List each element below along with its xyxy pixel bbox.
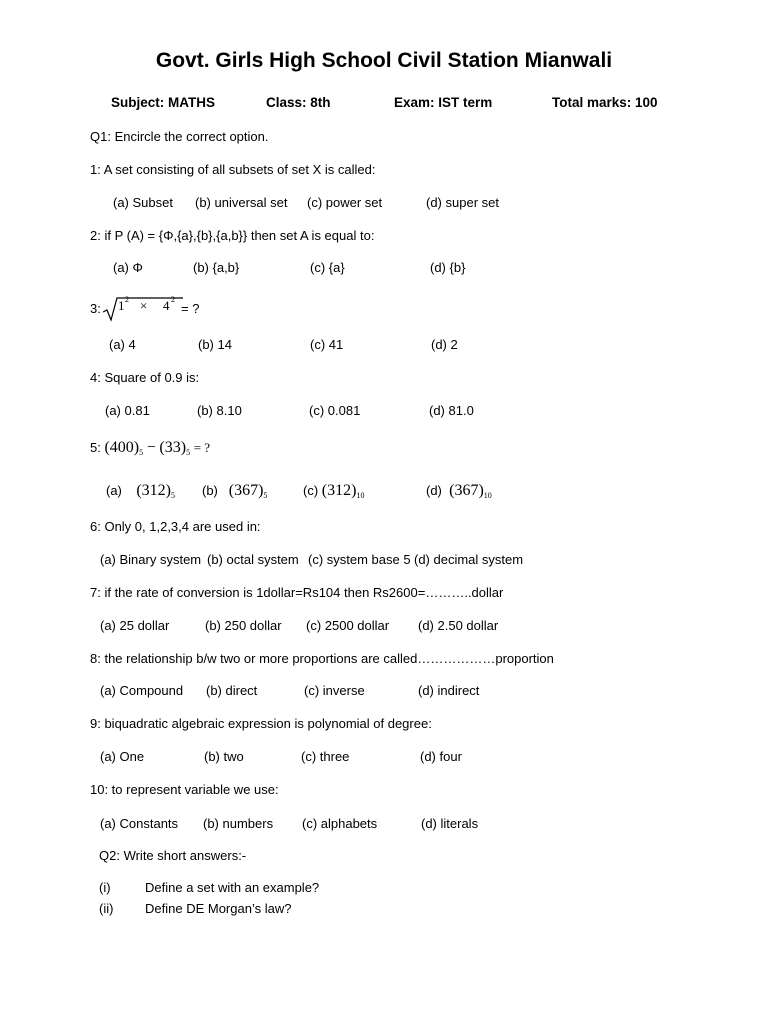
school-title: Govt. Girls High School Civil Station Mianwali [155, 49, 613, 72]
q9-option-d: (d) four [420, 749, 462, 764]
q5-minus: − [146, 439, 156, 456]
question-8: 8: the relationship b/w two or more proportions are called………………proportion [90, 651, 554, 666]
q10-option-a: (a) Constants [100, 816, 179, 831]
q3-times: × [140, 298, 148, 313]
question-4: 4: Square of 0.9 is: [90, 370, 200, 385]
question-2: 2: if P (A) = {Φ,{a},{b},{a,b}} then set A is equal to: [90, 228, 375, 243]
q5-option-d-number: (367) [449, 482, 484, 499]
q2-option-b: (b) {a,b} [193, 260, 240, 275]
q10-option-d: (d) literals [421, 816, 479, 831]
q5-option-c-base: 10 [356, 491, 365, 500]
q9-option-b: (b) two [204, 749, 244, 764]
q5-term-2-base: 5 [186, 448, 191, 457]
q7-option-d: (d) 2.50 dollar [418, 618, 499, 633]
q4-option-b: (b) 8.10 [197, 403, 242, 418]
question-9: 9: biquadratic algebraic expression is polynomial of degree: [90, 716, 432, 731]
q4-option-d: (d) 81.0 [429, 403, 474, 418]
q5-option-a [106, 482, 175, 500]
q5-option-b-label: (b) [202, 483, 218, 498]
q5-term-2 [159, 439, 190, 456]
q5-option-c-label: (c) [303, 483, 319, 498]
q1-option-a: (a) Subset [113, 195, 173, 210]
q5-option-a-label: (a) [106, 483, 122, 498]
q10-option-b: (b) numbers [203, 816, 274, 831]
q9-option-c: (c) three [301, 749, 350, 764]
q10-option-c: (c) alphabets [302, 816, 378, 831]
q3-option-b: (b) 14 [198, 337, 232, 352]
q5-option-a-number: (312) [136, 482, 171, 499]
question-5 [90, 439, 210, 457]
q3-option-c: (c) 41 [310, 337, 344, 352]
q5-option-b-base: 5 [263, 491, 268, 500]
q8-option-b: (b) direct [206, 683, 258, 698]
q5-suffix: = ? [193, 440, 211, 455]
q5-option-a-value [136, 482, 175, 499]
q5-option-c-value [322, 482, 365, 499]
q3-option-a: (a) 4 [109, 337, 136, 352]
q8-option-a: (a) Compound [100, 683, 184, 698]
exam-label: Exam: IST term [394, 95, 493, 110]
question-7: 7: if the rate of conversion is 1dollar=Rs104 then Rs2600=………..dollar [90, 585, 504, 600]
question-3-number: 3: [90, 301, 101, 316]
q7-option-b: (b) 250 dollar [205, 618, 282, 633]
q5-option-d-label: (d) [426, 483, 442, 498]
q5-option-d-value [449, 482, 492, 499]
q5-option-b-value [229, 482, 268, 499]
q5-term-1-base: 5 [139, 448, 144, 457]
q5-term-2-value: (33) [159, 439, 187, 456]
q9-option-a: (a) One [100, 749, 145, 764]
q5-option-b-number: (367) [228, 482, 264, 499]
q3-base-1: 1 [118, 298, 125, 313]
q2-item-i-text: Define a set with an example? [145, 880, 320, 895]
q4-option-a: (a) 0.81 [105, 403, 150, 418]
q5-term-1-value: (400) [104, 439, 140, 456]
q5-option-c-number: (312) [321, 482, 357, 499]
q8-option-c: (c) inverse [304, 683, 365, 698]
q7-option-a: (a) 25 dollar [100, 618, 170, 633]
q3-option-d: (d) 2 [431, 337, 458, 352]
q5-option-a-base: 5 [171, 491, 175, 500]
q1-option-b: (b) universal set [195, 195, 288, 210]
q5-number: 5: [90, 440, 101, 455]
class-label: Class: 8th [266, 95, 331, 110]
q2-option-a: (a) Φ [113, 260, 143, 275]
subject-label: Subject: MATHS [111, 95, 215, 110]
q3-exponent-2: 2 [171, 295, 175, 304]
question-1: 1: A set consisting of all subsets of set X is called: [90, 162, 376, 177]
q1-option-c: (c) power set [307, 195, 383, 210]
q2-option-d: (d) {b} [430, 260, 466, 275]
q3-exponent-1: 2 [125, 295, 129, 304]
q2-heading: Q2: Write short answers:- [99, 848, 247, 863]
q6-option-b: (b) octal system [207, 552, 299, 567]
q3-suffix: = ? [181, 301, 200, 316]
total-marks-label: Total marks: 100 [552, 95, 658, 110]
q2-item-ii-number: (ii) [99, 901, 114, 916]
q1-option-d: (d) super set [426, 195, 499, 210]
question-6: 6: Only 0, 1,2,3,4 are used in: [90, 519, 261, 534]
question-10: 10: to represent variable we use: [90, 782, 279, 797]
q2-item-ii-text: Define DE Morgan’s law? [145, 901, 292, 916]
q6-option-d: (d) decimal system [414, 552, 524, 567]
q1-heading: Q1: Encircle the correct option. [90, 129, 269, 144]
q6-option-c: (c) system base 5 [308, 552, 411, 567]
q6-option-a: (a) Binary system [100, 552, 202, 567]
q7-option-c: (c) 2500 dollar [306, 618, 390, 633]
q2-item-i-number: (i) [99, 880, 111, 895]
q5-option-c [303, 482, 364, 500]
q2-option-c: (c) {a} [310, 260, 345, 275]
q5-option-d [426, 482, 492, 500]
q5-option-b [202, 482, 267, 500]
q4-option-c: (c) 0.081 [309, 403, 361, 418]
q5-term-1 [104, 439, 143, 456]
q5-option-d-base: 10 [483, 491, 492, 500]
q3-base-2: 4 [163, 298, 170, 313]
q8-option-d: (d) indirect [418, 683, 480, 698]
